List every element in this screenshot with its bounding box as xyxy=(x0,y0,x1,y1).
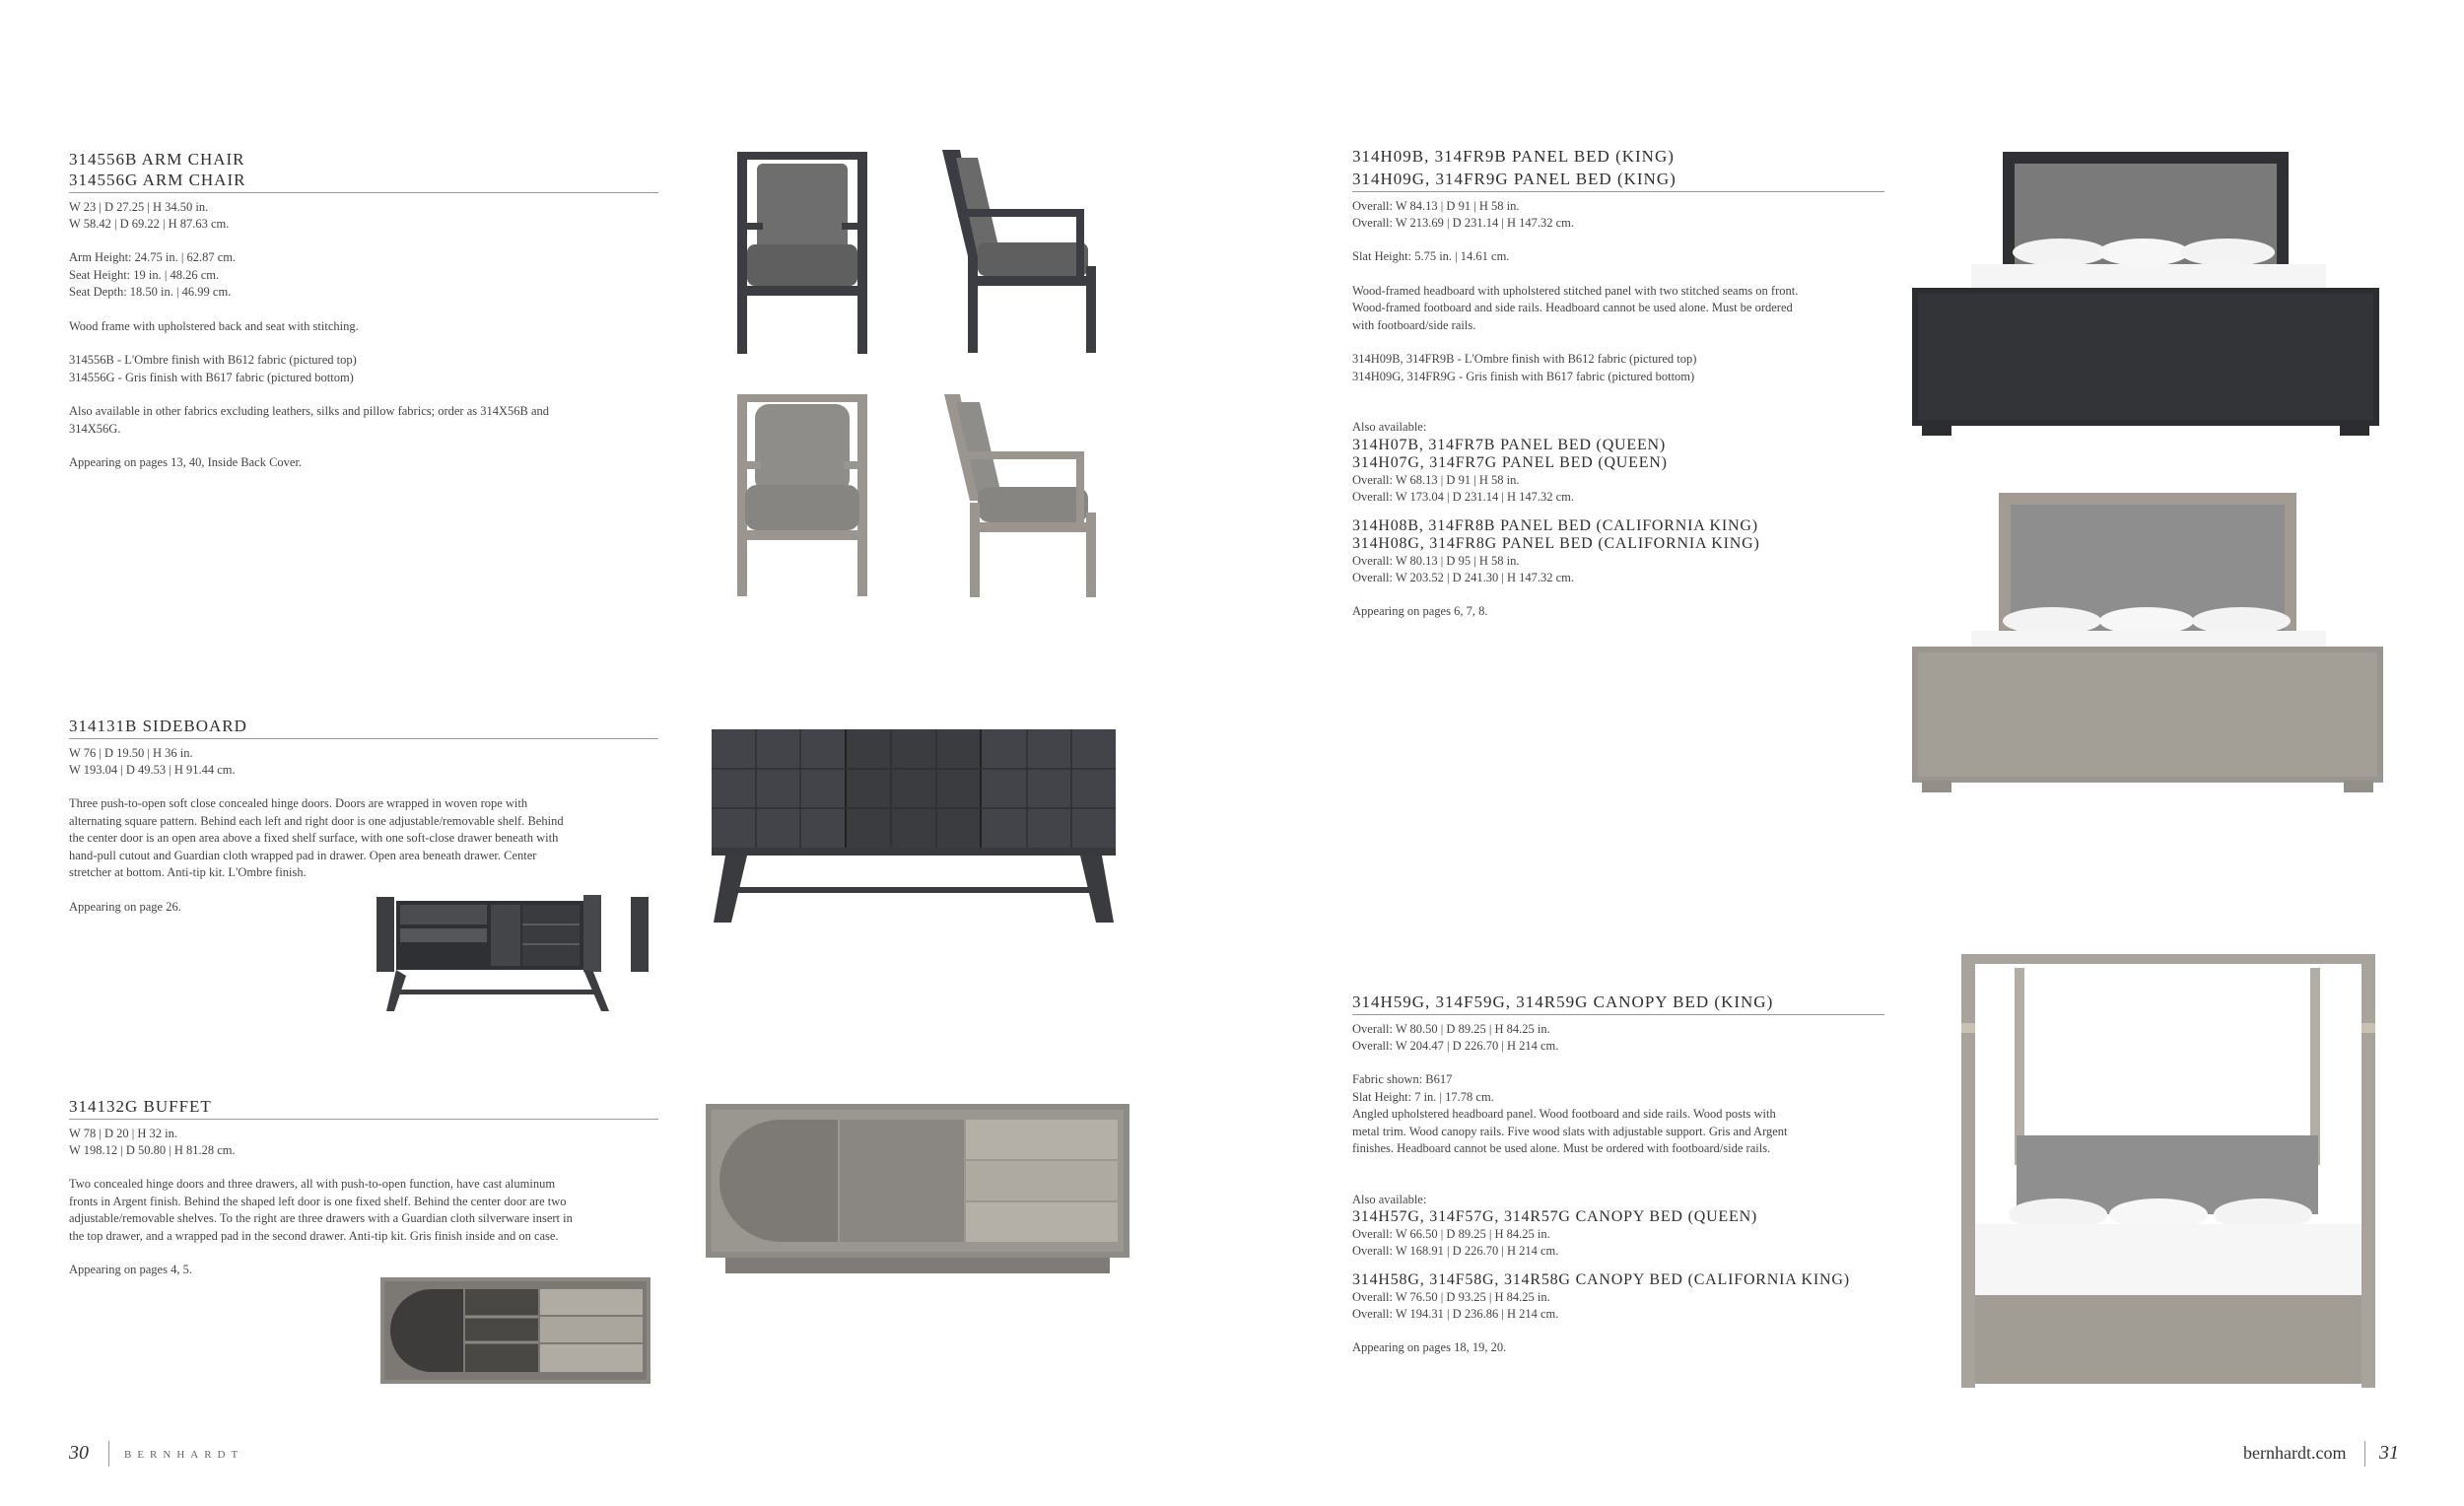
slat-height: Slat Height: 5.75 in. | 14.61 cm. xyxy=(1352,249,1510,263)
dimensions-cm: Overall: W 204.47 | D 226.70 | H 214 cm. xyxy=(1352,1039,1559,1053)
appearing-pages: Appearing on pages 4, 5. xyxy=(69,1263,192,1276)
also-available: Also available: xyxy=(1352,1192,1427,1206)
dimensions-cm: W 58.42 | D 69.22 | H 87.63 cm. xyxy=(69,217,230,231)
appearing-pages: Appearing on pages 13, 40, Inside Back Cover. xyxy=(69,455,303,469)
canopy-bed-spec xyxy=(1352,992,1884,1357)
panel-bed-dark-image xyxy=(1912,150,2379,436)
buffet-image xyxy=(706,1104,1129,1273)
footer-divider xyxy=(108,1441,109,1467)
dimensions-cm: Overall: W 173.04 | D 231.14 | H 147.32 cm. xyxy=(1352,489,1575,504)
description-line: metal trim. Wood canopy rails. Five wood slats with adjustable support. Gris and Argent xyxy=(1352,1124,1788,1138)
dimensions-in: Overall: W 80.13 | D 95 | H 58 in. xyxy=(1352,553,1520,568)
description-line: Angled upholstered headboard panel. Wood footboard and side rails. Wood posts with xyxy=(1352,1107,1776,1121)
page-number-right: 31 xyxy=(2379,1442,2399,1464)
description-line: adjustable/removable shelves. To the right are three drawers with a Guardian cloth silverware insert in xyxy=(69,1211,573,1225)
chair-gris-side-image xyxy=(938,392,1106,601)
slat-height: Slat Height: 7 in. | 17.78 cm. xyxy=(1352,1089,1494,1104)
sideboard-image xyxy=(712,729,1116,923)
also-available: Also available: xyxy=(1352,420,1427,434)
appearing-pages: Appearing on pages 6, 7, 8. xyxy=(1352,603,1488,618)
finish-note: 314556B - L'Ombre finish with B612 fabric (pictured top) xyxy=(69,353,357,367)
description-line: the top drawer, and a wrapped pad in the second drawer. Anti-tip kit. Gris finish inside and on case. xyxy=(69,1228,559,1243)
description-line: Two concealed hinge doors and three drawers, all with push-to-open function, have cast aluminum xyxy=(69,1177,556,1191)
dimensions-in: W 76 | D 19.50 | H 36 in. xyxy=(69,746,193,760)
description-line: fronts in Argent finish. Behind the shaped left door is one fixed shelf. Behind the center door are two xyxy=(69,1194,567,1208)
description-line: the center door is an open area above a fixed shelf surface, with one soft-close drawer beneath with xyxy=(69,831,559,845)
product-title: 314131B SIDEBOARD xyxy=(69,716,658,739)
description: Wood frame with upholstered back and seat with stitching. xyxy=(69,318,359,333)
dimensions-cm: Overall: W 194.31 | D 236.86 | H 214 cm. xyxy=(1352,1307,1559,1321)
fabric-note: 314X56G. xyxy=(69,421,121,436)
description-line: Wood-framed headboard with upholstered stitched panel with two stitched seams on front. xyxy=(1352,283,1799,298)
description-line: alternating square pattern. Behind each left and right door is one adjustable/removable shelf. Behind xyxy=(69,813,564,828)
finish-note: 314H09G, 314FR9G - Gris finish with B617 fabric (pictured bottom) xyxy=(1352,369,1695,383)
finish-note: 314H09B, 314FR9B - L'Ombre finish with B612 fabric (pictured top) xyxy=(1352,352,1697,366)
dimensions-in: W 78 | D 20 | H 32 in. xyxy=(69,1127,177,1140)
sideboard-spec xyxy=(69,716,658,916)
product-title: 314H59G, 314F59G, 314R59G CANOPY BED (KING) xyxy=(1352,992,1884,1015)
dimensions-in: Overall: W 76.50 | D 93.25 | H 84.25 in. xyxy=(1352,1290,1550,1304)
footer-divider xyxy=(2364,1441,2365,1467)
variant-title: 314H07B, 314FR7B PANEL BED (QUEEN) xyxy=(1352,436,1667,453)
dimensions-in: Overall: W 80.50 | D 89.25 | H 84.25 in. xyxy=(1352,1022,1550,1036)
description-line: with footboard/side rails. xyxy=(1352,317,1476,332)
variant-title: 314H08B, 314FR8B PANEL BED (CALIFORNIA KING) xyxy=(1352,516,1758,534)
description-line: stretcher at bottom. Anti-tip kit. L'Ombre finish. xyxy=(69,865,307,879)
panel-bed-gris-image xyxy=(1912,491,2383,792)
product-title: 314H09B, 314FR9B PANEL BED (KING) xyxy=(1352,147,1675,166)
website-url: bernhardt.com xyxy=(2243,1443,2347,1463)
product-title: 314556G ARM CHAIR xyxy=(69,170,658,193)
arm-height: Arm Height: 24.75 in. | 62.87 cm. xyxy=(69,250,237,264)
seat-height: Seat Height: 19 in. | 48.26 cm. xyxy=(69,267,220,282)
variant-title: 314H08G, 314FR8G PANEL BED (CALIFORNIA KING) xyxy=(1352,534,1760,552)
page-number-left: 30 xyxy=(69,1442,89,1464)
canopy-bed-image xyxy=(1955,954,2381,1396)
chair-dark-front-image xyxy=(733,150,871,357)
description-line: hand-pull cutout and Guardian cloth wrapped pad in drawer. Open area beneath drawer. Center xyxy=(69,848,537,862)
chair-dark-side-image xyxy=(938,148,1106,357)
chair-gris-front-image xyxy=(733,392,871,599)
appearing-pages: Appearing on pages 18, 19, 20. xyxy=(1352,1340,1507,1354)
dimensions-in: W 23 | D 27.25 | H 34.50 in. xyxy=(69,200,209,214)
panel-bed-spec xyxy=(1352,146,1884,620)
product-title: 314556B ARM CHAIR xyxy=(69,150,245,169)
variant-title: 314H57G, 314F57G, 314R57G CANOPY BED (QUEEN) xyxy=(1352,1208,1758,1225)
dimensions-in: Overall: W 66.50 | D 89.25 | H 84.25 in. xyxy=(1352,1227,1550,1241)
dimensions-cm: Overall: W 213.69 | D 231.14 | H 147.32 cm. xyxy=(1352,216,1575,230)
brand-wordmark: BERNHARDT xyxy=(124,1449,244,1461)
buffet-open-image xyxy=(380,1277,650,1384)
product-title: 314H09G, 314FR9G PANEL BED (KING) xyxy=(1352,169,1884,192)
dimensions-cm: Overall: W 168.91 | D 226.70 | H 214 cm. xyxy=(1352,1244,1559,1258)
appearing-pages: Appearing on page 26. xyxy=(69,899,181,914)
dimensions-cm: W 198.12 | D 50.80 | H 81.28 cm. xyxy=(69,1143,236,1157)
arm-chair-spec xyxy=(69,149,658,472)
finish-note: 314556G - Gris finish with B617 fabric (pictured bottom) xyxy=(69,370,354,384)
dimensions-cm: Overall: W 203.52 | D 241.30 | H 147.32 cm. xyxy=(1352,570,1575,584)
buffet-spec xyxy=(69,1096,658,1279)
dimensions-in: Overall: W 84.13 | D 91 | H 58 in. xyxy=(1352,199,1520,213)
dimensions-cm: W 193.04 | D 49.53 | H 91.44 cm. xyxy=(69,763,236,777)
product-title: 314132G BUFFET xyxy=(69,1096,658,1120)
variant-title: 314H07G, 314FR7G PANEL BED (QUEEN) xyxy=(1352,453,1668,471)
seat-depth: Seat Depth: 18.50 in. | 46.99 cm. xyxy=(69,285,232,299)
sideboard-open-image xyxy=(376,893,650,1015)
variant-title: 314H58G, 314F58G, 314R58G CANOPY BED (CALIFORNIA KING) xyxy=(1352,1271,1850,1288)
description-line: Wood-framed footboard and side rails. Headboard cannot be used alone. Must be ordered xyxy=(1352,301,1793,314)
fabric-note: Also available in other fabrics excluding leathers, silks and pillow fabrics; order as 314X56B and xyxy=(69,404,550,418)
dimensions-in: Overall: W 68.13 | D 91 | H 58 in. xyxy=(1352,472,1520,487)
fabric-shown: Fabric shown: B617 xyxy=(1352,1072,1453,1086)
description-line: Three push-to-open soft close concealed hinge doors. Doors are wrapped in woven rope with xyxy=(69,796,528,810)
description-line: finishes. Headboard cannot be used alone. Must be ordered with footboard/side rails. xyxy=(1352,1141,1771,1155)
